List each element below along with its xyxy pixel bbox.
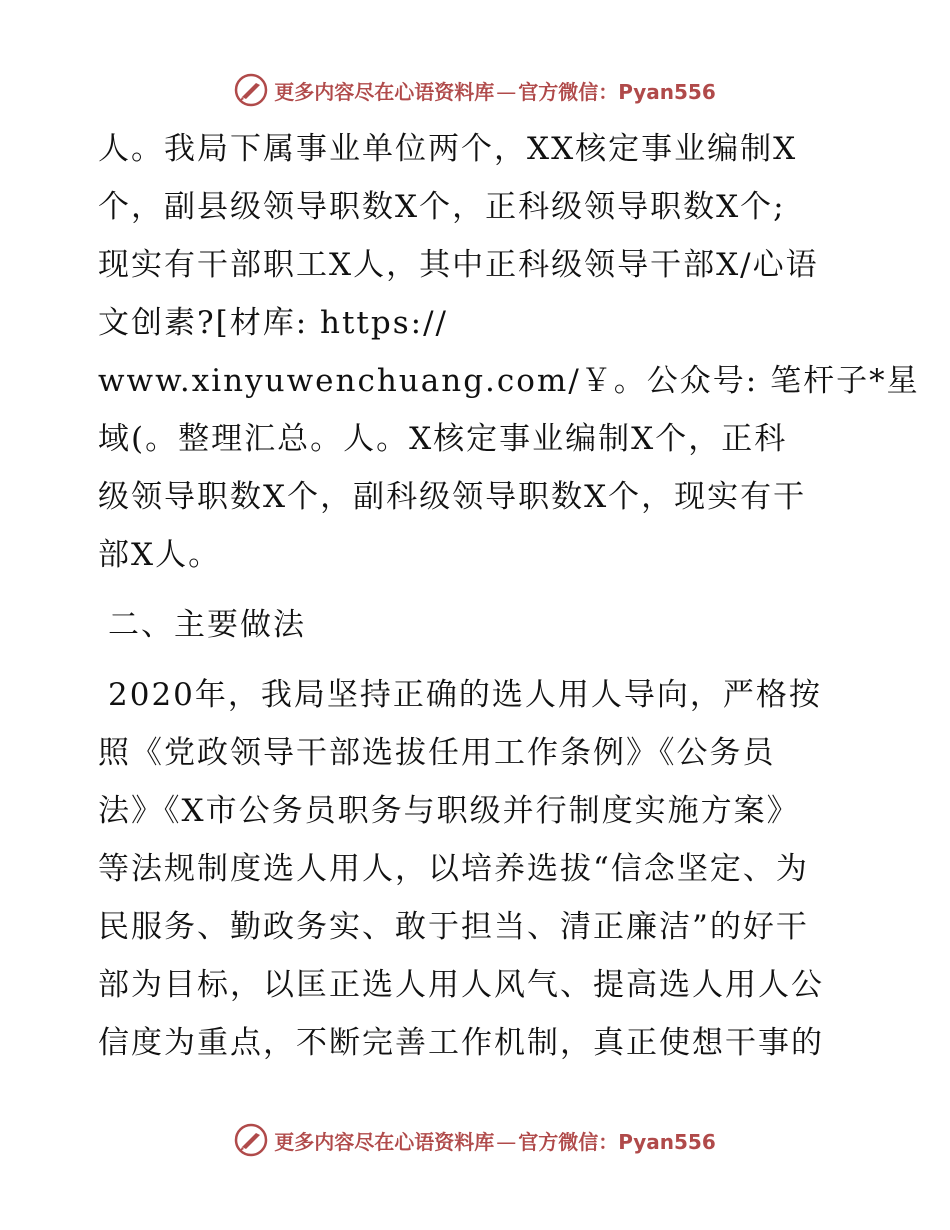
header-banner-text xyxy=(274,76,716,105)
text-line: 等法规制度选人用人，以培养选拔“信念坚定、为 xyxy=(98,851,809,887)
text-line: 部为目标，以匡正选人用人风气、提高选人用人公 xyxy=(98,967,824,1003)
footer-separator: — xyxy=(496,1129,517,1154)
text-line: 人。我局下属事业单位两个，XX核定事业编制X xyxy=(98,131,798,167)
text-line: 民服务、勤政务实、敢于担当、清正廉洁”的好干 xyxy=(98,909,809,945)
quill-logo-icon xyxy=(234,1123,268,1157)
text-line: 法》《X市公务员职务与职级并行制度实施方案》 xyxy=(98,793,800,829)
paragraph-1 xyxy=(98,120,920,584)
quill-logo-icon xyxy=(234,73,268,107)
text-line: 个，副县级领导职数X个，正科级领导职数X个; xyxy=(98,189,786,225)
footer-banner xyxy=(0,1120,950,1160)
text-line: 文创素?[材库: https:// xyxy=(98,305,448,341)
footer-banner-text xyxy=(274,1126,716,1155)
text-line: 现实有干部职工X人，其中正科级领导干部X/心语 xyxy=(98,247,819,283)
footer-site-text: 更多内容尽在心语资料库 xyxy=(274,1129,495,1154)
header-banner xyxy=(0,70,950,110)
header-site-text: 更多内容尽在心语资料库 xyxy=(274,79,495,104)
section-heading: 二、主要做法 xyxy=(108,607,306,643)
header-separator: — xyxy=(496,79,517,104)
text-line: 信度为重点，不断完善工作机制，真正使想干事的 xyxy=(98,1025,824,1061)
text-line: www.xinyuwenchuang.com/￥。公众号: 笔杆子*星 xyxy=(98,363,920,399)
text-line: 2020年，我局坚持正确的选人用人导向，严格按 xyxy=(108,677,822,713)
header-wechat-text: 官方微信：Pyan556 xyxy=(518,79,716,104)
paragraph-2 xyxy=(98,666,858,1072)
document-body xyxy=(98,120,920,1072)
text-line: 照《党政领导干部选拔任用工作条例》《公务员 xyxy=(98,735,776,771)
text-line: 级领导职数X个，副科级领导职数X个，现实有干 xyxy=(98,479,807,515)
text-line: 域(。整理汇总。人。X核定事业编制X个，正科 xyxy=(98,421,788,457)
text-line: 部X人。 xyxy=(98,537,222,573)
footer-wechat-text: 官方微信：Pyan556 xyxy=(518,1129,716,1154)
